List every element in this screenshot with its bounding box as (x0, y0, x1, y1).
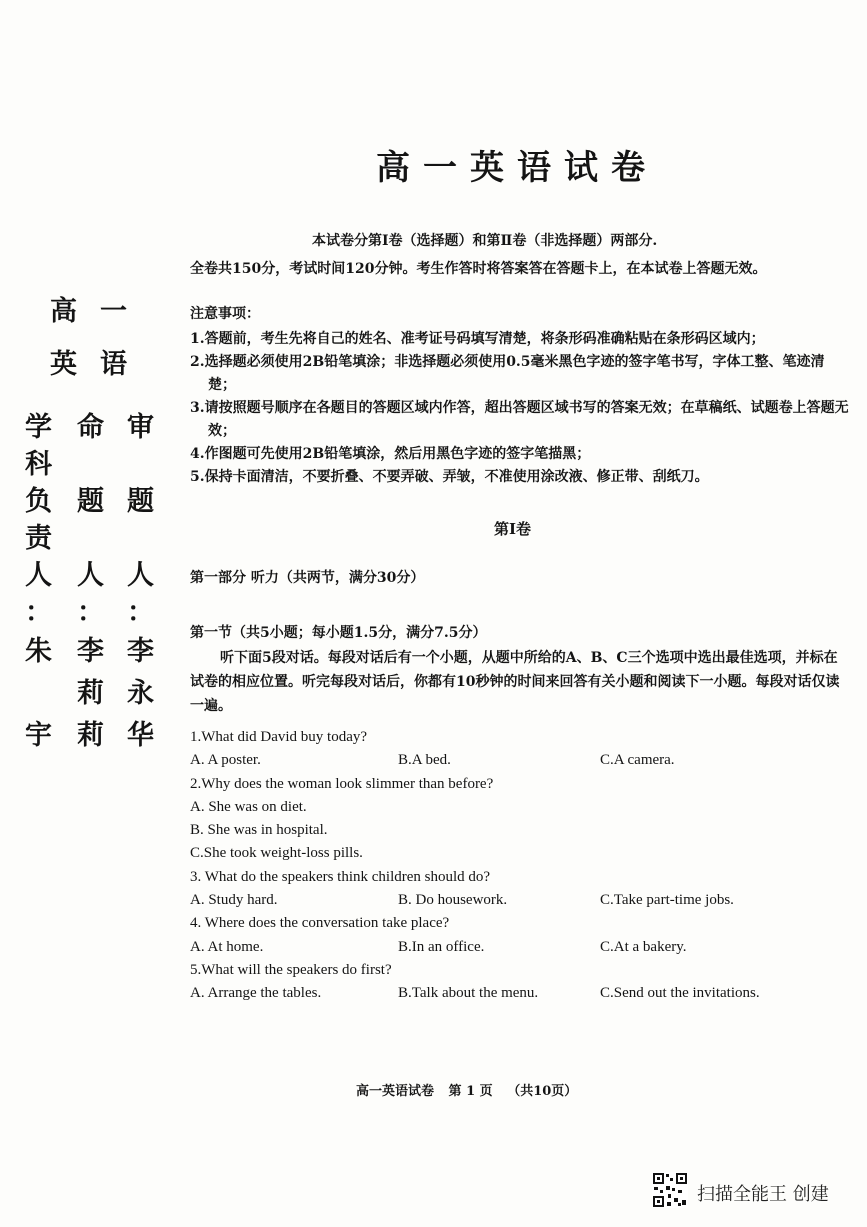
sidebar-col3-char: 华 (127, 720, 154, 751)
option-c: C.Send out the invitations. (600, 985, 760, 1002)
sidebar-col2-char: 人 (77, 560, 104, 591)
sidebar-col1-char: 人 (25, 560, 52, 591)
question-list (190, 726, 830, 1006)
option-b: B. Do housework. (398, 892, 508, 909)
sidebar-col1-char: 学 (25, 412, 52, 443)
section1-heading: 第一节（共5小题；每小题1.5分，满分7.5分） (190, 625, 487, 641)
listening-instructions: 听下面5段对话。每段对话后有一个小题，从题中所给的A、B、C三个选项中选出最佳选项，并标在试卷的相应位置。听完每段对话后，你都有10秒钟的时间来回答有关小题和阅读下一小题。每段对话仅读一遍。 (190, 650, 840, 714)
volume-heading: 第Ⅰ卷 (494, 520, 532, 538)
scanner-watermark: 扫描全能王 创建 (697, 1184, 829, 1205)
sidebar-col2-char: 李 (77, 636, 104, 667)
footer-total-pages: （共10页） (507, 1084, 578, 1099)
question-4-options (190, 936, 830, 959)
option-c: C.Take part-time jobs. (600, 892, 734, 909)
part1-heading: 第一部分 听力（共两节，满分30分） (190, 570, 425, 586)
question-3-text: 3. What do the speakers think children should do? (190, 868, 491, 885)
option-a: A. At home. (190, 938, 264, 955)
sidebar-col1-char: 朱 (25, 636, 52, 667)
question-1-text: 1.What did David buy today? (190, 729, 368, 745)
notice-item: 3.请按照题号顺序在各题目的答题区域内作答，超出答题区域书写的答案无效；在草稿纸、试题卷上答题无效； (190, 400, 849, 439)
sidebar-col1-char: 责 (25, 523, 52, 554)
sidebar-subject-char: 英 (50, 349, 77, 380)
option-b: B.A bed. (398, 752, 451, 769)
sidebar-col2-char: ： (77, 597, 104, 628)
sidebar-col1-char: ： (25, 597, 52, 628)
page-footer (356, 1080, 587, 1099)
sidebar-subject-char: 语 (100, 349, 127, 380)
option-b: B. She was in hospital. (190, 822, 328, 839)
notice-item: 1.答题前，考生先将自己的姓名、准考证号码填写清楚，将条形码准确粘贴在条形码区域内； (190, 331, 765, 347)
footer-page-number: 第 1 页 (448, 1084, 493, 1099)
sidebar-col3-char: 人 (127, 560, 154, 591)
sidebar-col3-char: 审 (127, 412, 154, 443)
option-a: A. Study hard. (190, 892, 278, 909)
option-a: A. Arrange the tables. (190, 985, 322, 1002)
exam-intro-line-1: 本试卷分第Ⅰ卷（选择题）和第Ⅱ卷（非选择题）两部分. (312, 233, 658, 249)
option-c: C.A camera. (600, 752, 675, 769)
footer-paper-name: 高一英语试卷 (356, 1084, 435, 1099)
option-a: A. She was on diet. (190, 798, 307, 815)
exam-title: 高一英语试卷 (376, 148, 658, 188)
sidebar-col3-char: 永 (127, 678, 154, 709)
question-5-text: 5.What will the speakers do first? (190, 961, 392, 978)
sidebar-col1-char: 科 (25, 449, 52, 480)
sidebar-col1-char: 负 (25, 486, 52, 517)
sidebar-subject-char: 一 (100, 296, 127, 327)
question-5-options (190, 982, 830, 1005)
sidebar-subject-char: 高 (50, 296, 77, 327)
notice-item: 5.保持卡面清洁，不要折叠、不要弄破、弄皱，不准使用涂改液、修正带、刮纸刀。 (190, 469, 709, 485)
option-b: B.Talk about the menu. (398, 985, 539, 1002)
notice-item: 2.选择题必须使用2B铅笔填涂；非选择题必须使用0.5毫米黑色字迹的签字笔书写，字体工整、笔迹清楚； (190, 354, 825, 393)
notice-list (190, 328, 850, 489)
option-b: B.In an office. (398, 938, 485, 955)
option-c: C.She took weight-loss pills. (190, 845, 363, 862)
question-1-options (190, 749, 830, 772)
sidebar-col2-char: 题 (77, 486, 104, 517)
option-a: A. A poster. (190, 752, 261, 769)
qr-code-icon (652, 1172, 688, 1208)
sidebar-col2-char: 命 (77, 412, 104, 443)
sidebar-col2-char: 莉 (77, 720, 104, 751)
question-3-options (190, 889, 830, 912)
notice-heading: 注意事项： (190, 306, 260, 322)
question-2-text: 2.Why does the woman look slimmer than before? (190, 775, 494, 792)
notice-item: 4.作图题可先使用2B铅笔填涂，然后用黑色字迹的签字笔描黑； (190, 446, 591, 462)
exam-intro-line-2: 全卷共150分，考试时间120分钟。考生作答时将答案答在答题卡上，在本试卷上答题无效。 (190, 261, 767, 277)
sidebar-col2-char: 莉 (77, 678, 104, 709)
sidebar-col3-char: 李 (127, 636, 154, 667)
sidebar-col1-char: 宇 (25, 720, 52, 751)
question-4-text: 4. Where does the conversation take place? (190, 915, 450, 932)
sidebar-col3-char: ： (127, 597, 154, 628)
sidebar-col3-char: 题 (127, 486, 154, 517)
option-c: C.At a bakery. (600, 938, 687, 955)
